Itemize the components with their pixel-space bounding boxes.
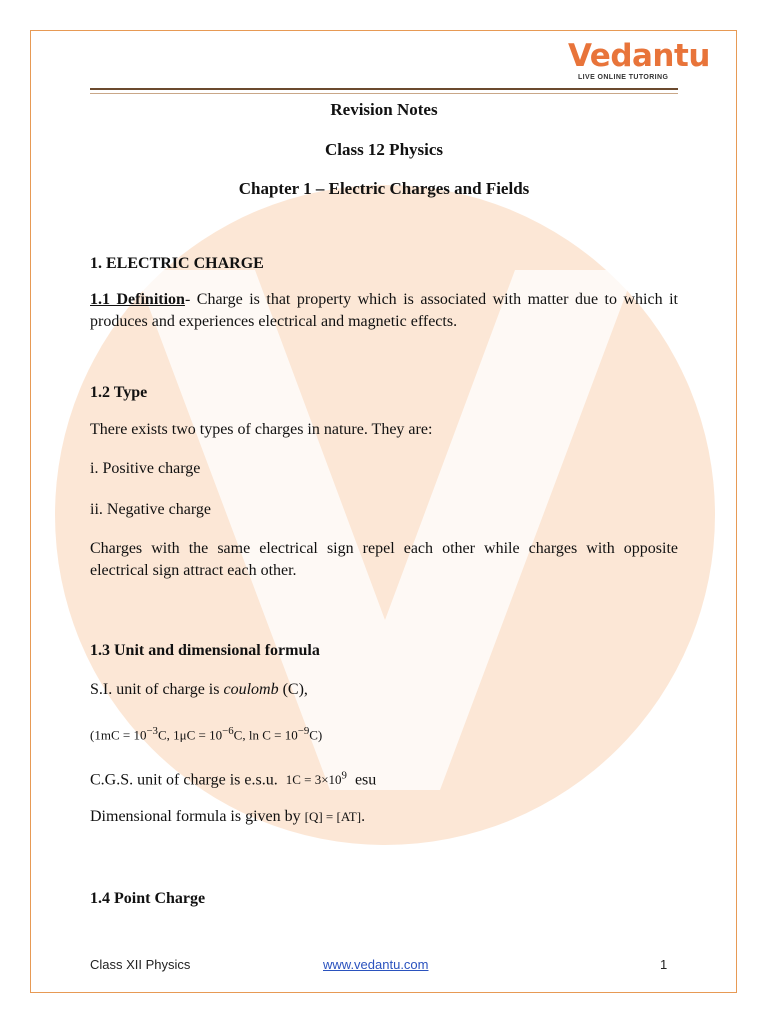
si-unit-suffix: (C), — [278, 681, 308, 698]
page-subtitle: Class 12 Physics — [324, 140, 444, 159]
definition-text: - Charge is that property which is associated with matter due to which it produces and experiences electrical and magnetic effects. — [90, 291, 678, 330]
si-unit-prefix: S.I. unit of charge is — [90, 681, 224, 698]
dimensional-formula: [Q] = [AT] — [304, 809, 362, 824]
definition-label: 1.1 Definition — [90, 291, 185, 308]
si-unit-name: coulomb — [223, 681, 279, 698]
subsection-heading: 1.4 Point Charge — [90, 890, 206, 907]
type-intro: There exists two types of charges in nature. They are: — [90, 421, 433, 438]
subsection-heading: 1.2 Type — [90, 384, 148, 401]
cgs-unit-line: C.G.S. unit of charge is e.s.u. $1C = 3\times 10^9$ esu — [90, 770, 377, 789]
unit-conversion-formula: ($1mC = 10^{-3}C$, $1\mu C = 10^{-6}C$, $\ln C = 10^{-9}C$) — [90, 725, 323, 743]
page-number: 1 — [660, 957, 668, 972]
logo-tagline: LIVE ONLINE TUTORING — [578, 74, 669, 81]
header-rule-thin — [90, 93, 678, 94]
header-rule — [90, 88, 678, 90]
footer-link[interactable] — [323, 957, 429, 972]
list-item: ii. Negative charge — [90, 501, 211, 518]
subsection-heading: 1.3 Unit and dimensional formula — [90, 642, 320, 659]
chapter-title: Chapter 1 – Electric Charges and Fields — [238, 179, 530, 198]
footer-left: Class XII Physics — [90, 957, 191, 972]
definition-paragraph — [90, 289, 678, 333]
vedantu-logo — [568, 36, 710, 84]
list-item: i. Positive charge — [90, 460, 201, 477]
dimensional-formula-line: Dimensional formula is given by [Q] = [AT]. — [90, 808, 366, 825]
page-title: Revision Notes — [330, 100, 438, 119]
si-unit-line — [90, 679, 678, 701]
type-paragraph: Charges with the same electrical sign repel each other while charges with opposite electrical sign attract each other. — [90, 540, 678, 579]
section-heading: 1. ELECTRIC CHARGE — [90, 255, 264, 272]
logo-wordmark: Vedantu — [568, 38, 710, 74]
website-link[interactable]: www.vedantu.com — [323, 957, 429, 972]
cgs-formula: $1C = 3\times 10^9$ — [285, 770, 347, 788]
